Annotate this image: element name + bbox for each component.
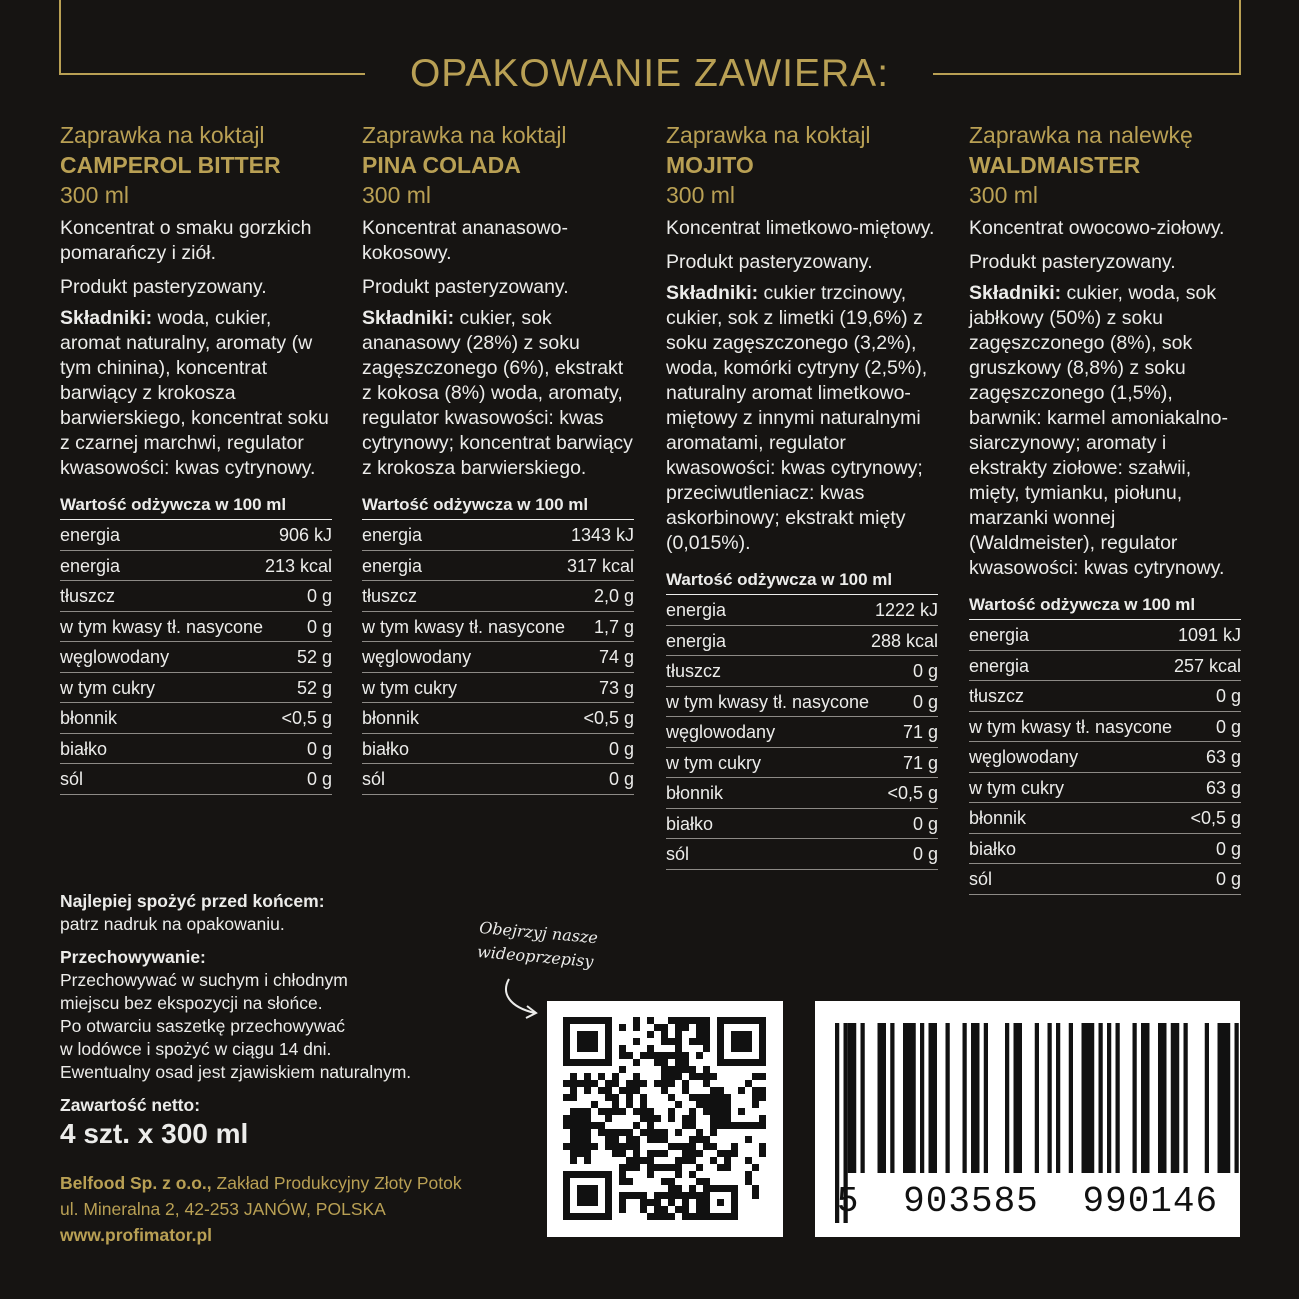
nutrient-value: 71 g	[902, 722, 938, 742]
nutrition-row	[60, 703, 332, 734]
nutrient-name: sól	[362, 769, 386, 789]
nutrient-name: w tym kwasy tł. nasycone	[666, 691, 870, 712]
ingredients-label: Składniki:	[969, 282, 1062, 304]
company-plant: Zakład Produkcyjny Złoty Potok	[211, 1173, 462, 1193]
storage-line: Ewentualny osad jest zjawiskiem naturalnym.	[60, 1062, 412, 1082]
nutrition-row	[362, 551, 634, 582]
video-note-line: Obejrzyj nasze	[478, 917, 599, 948]
nutrient-name: w tym kwasy tł. nasycone	[60, 616, 264, 637]
nutrition-row	[362, 703, 634, 734]
storage-line: Po otwarciu saszetkę przechowywać	[60, 1016, 345, 1036]
ingredients	[362, 306, 637, 481]
nutrition-table	[666, 566, 938, 870]
nutrient-name: w tym cukry	[60, 677, 156, 698]
nutrient-value: 0 g	[1215, 838, 1241, 859]
nutrient-name: energia	[969, 655, 1030, 676]
nutrient-name: białko	[969, 838, 1017, 859]
storage-block	[60, 946, 500, 1084]
nutrition-row	[362, 612, 634, 643]
nutrient-value: 906 kJ	[278, 525, 332, 545]
product-volume: 300 ml	[969, 182, 1039, 208]
nutrient-value: 63 g	[1205, 777, 1241, 798]
product-description: Koncentrat o smaku gorzkich pomarańczy i ziół.	[60, 217, 312, 264]
curved-arrow-icon	[495, 975, 555, 1025]
nutrient-name: węglowodany	[60, 647, 170, 667]
nutrition-row	[362, 764, 634, 795]
nutrition-row	[969, 651, 1241, 682]
nutrient-name: energia	[362, 525, 423, 545]
nutrient-value: 1222 kJ	[874, 600, 938, 620]
nutrition-row	[969, 864, 1241, 895]
nutrient-name: sól	[969, 869, 993, 889]
product-volume: 300 ml	[362, 182, 432, 208]
nutrition-row	[969, 712, 1241, 743]
nutrient-name: tłuszcz	[666, 661, 722, 681]
product-column	[666, 120, 941, 870]
nutrition-row	[666, 748, 938, 779]
nutrient-name: energia	[362, 555, 423, 576]
nutrition-row	[362, 581, 634, 612]
nutrition-row	[969, 681, 1241, 712]
qr-code[interactable]	[547, 1001, 783, 1237]
nutrition-table	[362, 491, 634, 795]
nutrient-name: energia	[60, 555, 121, 576]
nutrition-row	[60, 551, 332, 582]
nutrition-row	[60, 581, 332, 612]
product-info	[60, 890, 500, 1151]
nutrition-row	[969, 742, 1241, 773]
nutrition-table	[969, 591, 1241, 895]
nutrient-value: 0 g	[306, 586, 332, 606]
nutrition-row	[60, 673, 332, 704]
nutrient-name: białko	[666, 813, 714, 834]
storage-label: Przechowywanie:	[60, 947, 206, 967]
nutrition-row	[666, 809, 938, 840]
nutrient-name: węglowodany	[666, 722, 776, 742]
product-type: Zaprawka na koktajl	[60, 122, 265, 148]
nutrition-row	[60, 642, 332, 673]
storage-line: miejscu bez ekspozycji na słońce.	[60, 993, 323, 1013]
nutrient-value: 74 g	[598, 647, 634, 667]
nutrient-value: 2,0 g	[593, 586, 634, 606]
barcode	[815, 1001, 1240, 1237]
barcode-number	[815, 1181, 1240, 1222]
nutrient-value: 0 g	[608, 769, 634, 789]
nutrition-row	[362, 734, 634, 765]
product-column	[60, 120, 335, 795]
barcode-digit-group: 5	[836, 1181, 860, 1222]
best-before-text: patrz nadruk na opakowaniu.	[60, 914, 285, 934]
nutrient-value: 1,7 g	[593, 616, 634, 637]
pasteurized-note: Produkt pasteryzowany.	[60, 276, 267, 298]
ingredients	[60, 306, 335, 481]
nutrient-name: energia	[969, 625, 1030, 645]
nutrient-name: białko	[60, 738, 108, 759]
product-type: Zaprawka na koktajl	[666, 122, 871, 148]
nutrient-name: błonnik	[60, 708, 118, 728]
net-content-value: 4 szt. x 300 ml	[60, 1118, 249, 1149]
nutrition-row	[969, 773, 1241, 804]
nutrition-row	[666, 595, 938, 626]
product-name: PINA COLADA	[362, 152, 521, 178]
nutrient-value: 1091 kJ	[1177, 625, 1241, 645]
best-before-block	[60, 890, 500, 936]
nutrition-row	[362, 673, 634, 704]
product-description: Koncentrat limetkowo-miętowy.	[666, 217, 935, 239]
nutrient-name: energia	[60, 525, 121, 545]
product-type: Zaprawka na nalewkę	[969, 122, 1193, 148]
page-title: OPAKOWANIE ZAWIERA:	[409, 52, 890, 95]
nutrient-value: <0,5 g	[281, 708, 332, 728]
product-type: Zaprawka na koktajl	[362, 122, 567, 148]
product-description: Koncentrat owocowo-ziołowy.	[969, 217, 1225, 239]
nutrition-row	[666, 626, 938, 657]
nutrient-name: błonnik	[666, 783, 724, 803]
nutrient-name: tłuszcz	[60, 586, 116, 606]
nutrient-name: błonnik	[362, 708, 420, 728]
nutrient-value: 317 kcal	[566, 555, 634, 576]
nutrient-value: 0 g	[1215, 716, 1241, 737]
nutrient-name: sól	[60, 769, 84, 789]
nutrient-value: 0 g	[912, 661, 938, 681]
company-name: Belfood Sp. z o.o.,	[60, 1173, 212, 1193]
nutrient-value: 257 kcal	[1173, 655, 1241, 676]
nutrition-table	[60, 491, 332, 795]
product-name: CAMPEROL BITTER	[60, 152, 281, 178]
nutrient-value: 0 g	[306, 769, 332, 789]
company-info	[60, 1170, 462, 1248]
nutrient-value: 0 g	[912, 813, 938, 834]
company-address: ul. Mineralna 2, 42-253 JANÓW, POLSKA	[60, 1199, 386, 1219]
nutrient-value: 0 g	[912, 691, 938, 712]
nutrition-row	[969, 834, 1241, 865]
pasteurized-note: Produkt pasteryzowany.	[362, 276, 569, 298]
nutrient-name: w tym cukry	[969, 777, 1065, 798]
nutrient-value: <0,5 g	[887, 783, 938, 803]
nutrition-title: Wartość odżywcza w 100 ml	[666, 566, 938, 595]
nutrient-value: 1343 kJ	[570, 525, 634, 545]
nutrition-row	[666, 778, 938, 809]
nutrition-row	[666, 839, 938, 870]
nutrient-value: 0 g	[608, 738, 634, 759]
nutrient-name: w tym kwasy tł. nasycone	[969, 716, 1173, 737]
best-before-label: Najlepiej spożyć przed końcem:	[60, 891, 325, 911]
nutrient-value: 71 g	[902, 752, 938, 773]
nutrition-row	[60, 612, 332, 643]
pasteurized-note: Produkt pasteryzowany.	[969, 251, 1176, 273]
nutrition-title: Wartość odżywcza w 100 ml	[60, 491, 332, 520]
net-content-label: Zawartość netto:	[60, 1095, 201, 1115]
ingredients-label: Składniki:	[362, 307, 455, 329]
nutrient-value: 63 g	[1205, 747, 1241, 767]
ingredients-text: cukier, sok ananasowy (28%) z soku zagęszczonego (6%), ekstrakt z kokosa (8%) woda, aromaty, regulator kwasowości: kwas cytrynowy; koncentrat barwiący z krokosza barwierskiego.	[362, 307, 633, 479]
nutrient-value: 0 g	[306, 738, 332, 759]
company-website-link[interactable]: www.profimator.pl	[60, 1225, 212, 1245]
nutrition-title: Wartość odżywcza w 100 ml	[969, 591, 1241, 620]
barcode-digit-group: 990146	[1082, 1181, 1219, 1222]
product-name: WALDMAISTER	[969, 152, 1141, 178]
nutrient-value: 213 kcal	[264, 555, 332, 576]
nutrition-title: Wartość odżywcza w 100 ml	[362, 491, 634, 520]
nutrition-row	[969, 620, 1241, 651]
net-content-block	[60, 1094, 500, 1151]
nutrient-name: w tym cukry	[362, 677, 458, 698]
qr-code-icon	[547, 1001, 783, 1237]
nutrient-value: 0 g	[306, 616, 332, 637]
nutrient-name: w tym cukry	[666, 752, 762, 773]
ingredients-label: Składniki:	[666, 282, 759, 304]
ingredients	[969, 281, 1244, 581]
nutrient-name: energia	[666, 630, 727, 651]
barcode-digit-group: 903585	[903, 1181, 1039, 1222]
nutrient-name: tłuszcz	[362, 586, 418, 606]
nutrition-row	[666, 717, 938, 748]
ingredients-label: Składniki:	[60, 307, 153, 329]
ingredients-text: woda, cukier, aromat naturalny, aromaty (w tym chinina), koncentrat barwiący z krokosza barwierskiego, koncentrat soku z czarnej marchwi, regulator kwasowości: kwas cytrynowy.	[60, 307, 329, 479]
nutrient-value: <0,5 g	[1190, 808, 1241, 828]
ingredients-text: cukier, woda, sok jabłkowy (50%) z soku zagęszczonego (8%), sok gruszkowy (8,8%) z soku zagęszczonego (1,5%), barwnik: karmel amoniakalno-siarczynowy; aromaty i ekstrakty ziołowe: szałwii, mięty, tymianku, piołunu, marzanki wonnej (Waldmeister), regulator kwasowości: kwas cytrynowy.	[969, 282, 1229, 579]
nutrient-name: energia	[666, 600, 727, 620]
nutrient-value: 0 g	[1215, 869, 1241, 889]
nutrient-name: węglowodany	[362, 647, 472, 667]
nutrient-name: białko	[362, 738, 410, 759]
nutrient-name: błonnik	[969, 808, 1027, 828]
nutrition-row	[362, 642, 634, 673]
nutrition-row	[666, 687, 938, 718]
product-name: MOJITO	[666, 152, 754, 178]
video-note-line: wideoprzepisy	[476, 941, 595, 971]
nutrient-value: <0,5 g	[583, 708, 634, 728]
product-volume: 300 ml	[60, 182, 130, 208]
nutrition-row	[60, 520, 332, 551]
nutrient-name: węglowodany	[969, 747, 1079, 767]
storage-line: w lodówce i spożyć w ciągu 14 dni.	[60, 1039, 332, 1059]
nutrition-row	[60, 734, 332, 765]
nutrient-value: 0 g	[1215, 686, 1241, 706]
nutrition-row	[362, 520, 634, 551]
storage-line: Przechowywać w suchym i chłodnym	[60, 970, 348, 990]
product-column	[362, 120, 637, 795]
product-column	[969, 120, 1244, 895]
nutrition-row	[60, 764, 332, 795]
nutrient-value: 52 g	[296, 677, 332, 698]
ingredients	[666, 281, 941, 556]
nutrient-value: 0 g	[912, 844, 938, 864]
nutrient-name: w tym kwasy tł. nasycone	[362, 616, 566, 637]
product-description: Koncentrat ananasowo-kokosowy.	[362, 217, 568, 264]
nutrition-row	[666, 656, 938, 687]
product-volume: 300 ml	[666, 182, 736, 208]
ingredients-text: cukier trzcinowy, cukier, sok z limetki (19,6%) z soku zagęszczonego (3,2%), woda, komórki cytryny (2,5%), naturalny aromat limetkowo-miętowy z innymi naturalnymi aromatami, regulator kwasowości: kwas cytrynowy; przeciwutleniacz: kwas askorbinowy; ekstrakt mięty (0,015%).	[666, 282, 928, 554]
nutrient-value: 52 g	[296, 647, 332, 667]
pasteurized-note: Produkt pasteryzowany.	[666, 251, 873, 273]
nutrient-name: tłuszcz	[969, 686, 1025, 706]
nutrient-name: sól	[666, 844, 690, 864]
nutrient-value: 288 kcal	[870, 630, 938, 651]
nutrition-row	[969, 803, 1241, 834]
nutrient-value: 73 g	[598, 677, 634, 698]
